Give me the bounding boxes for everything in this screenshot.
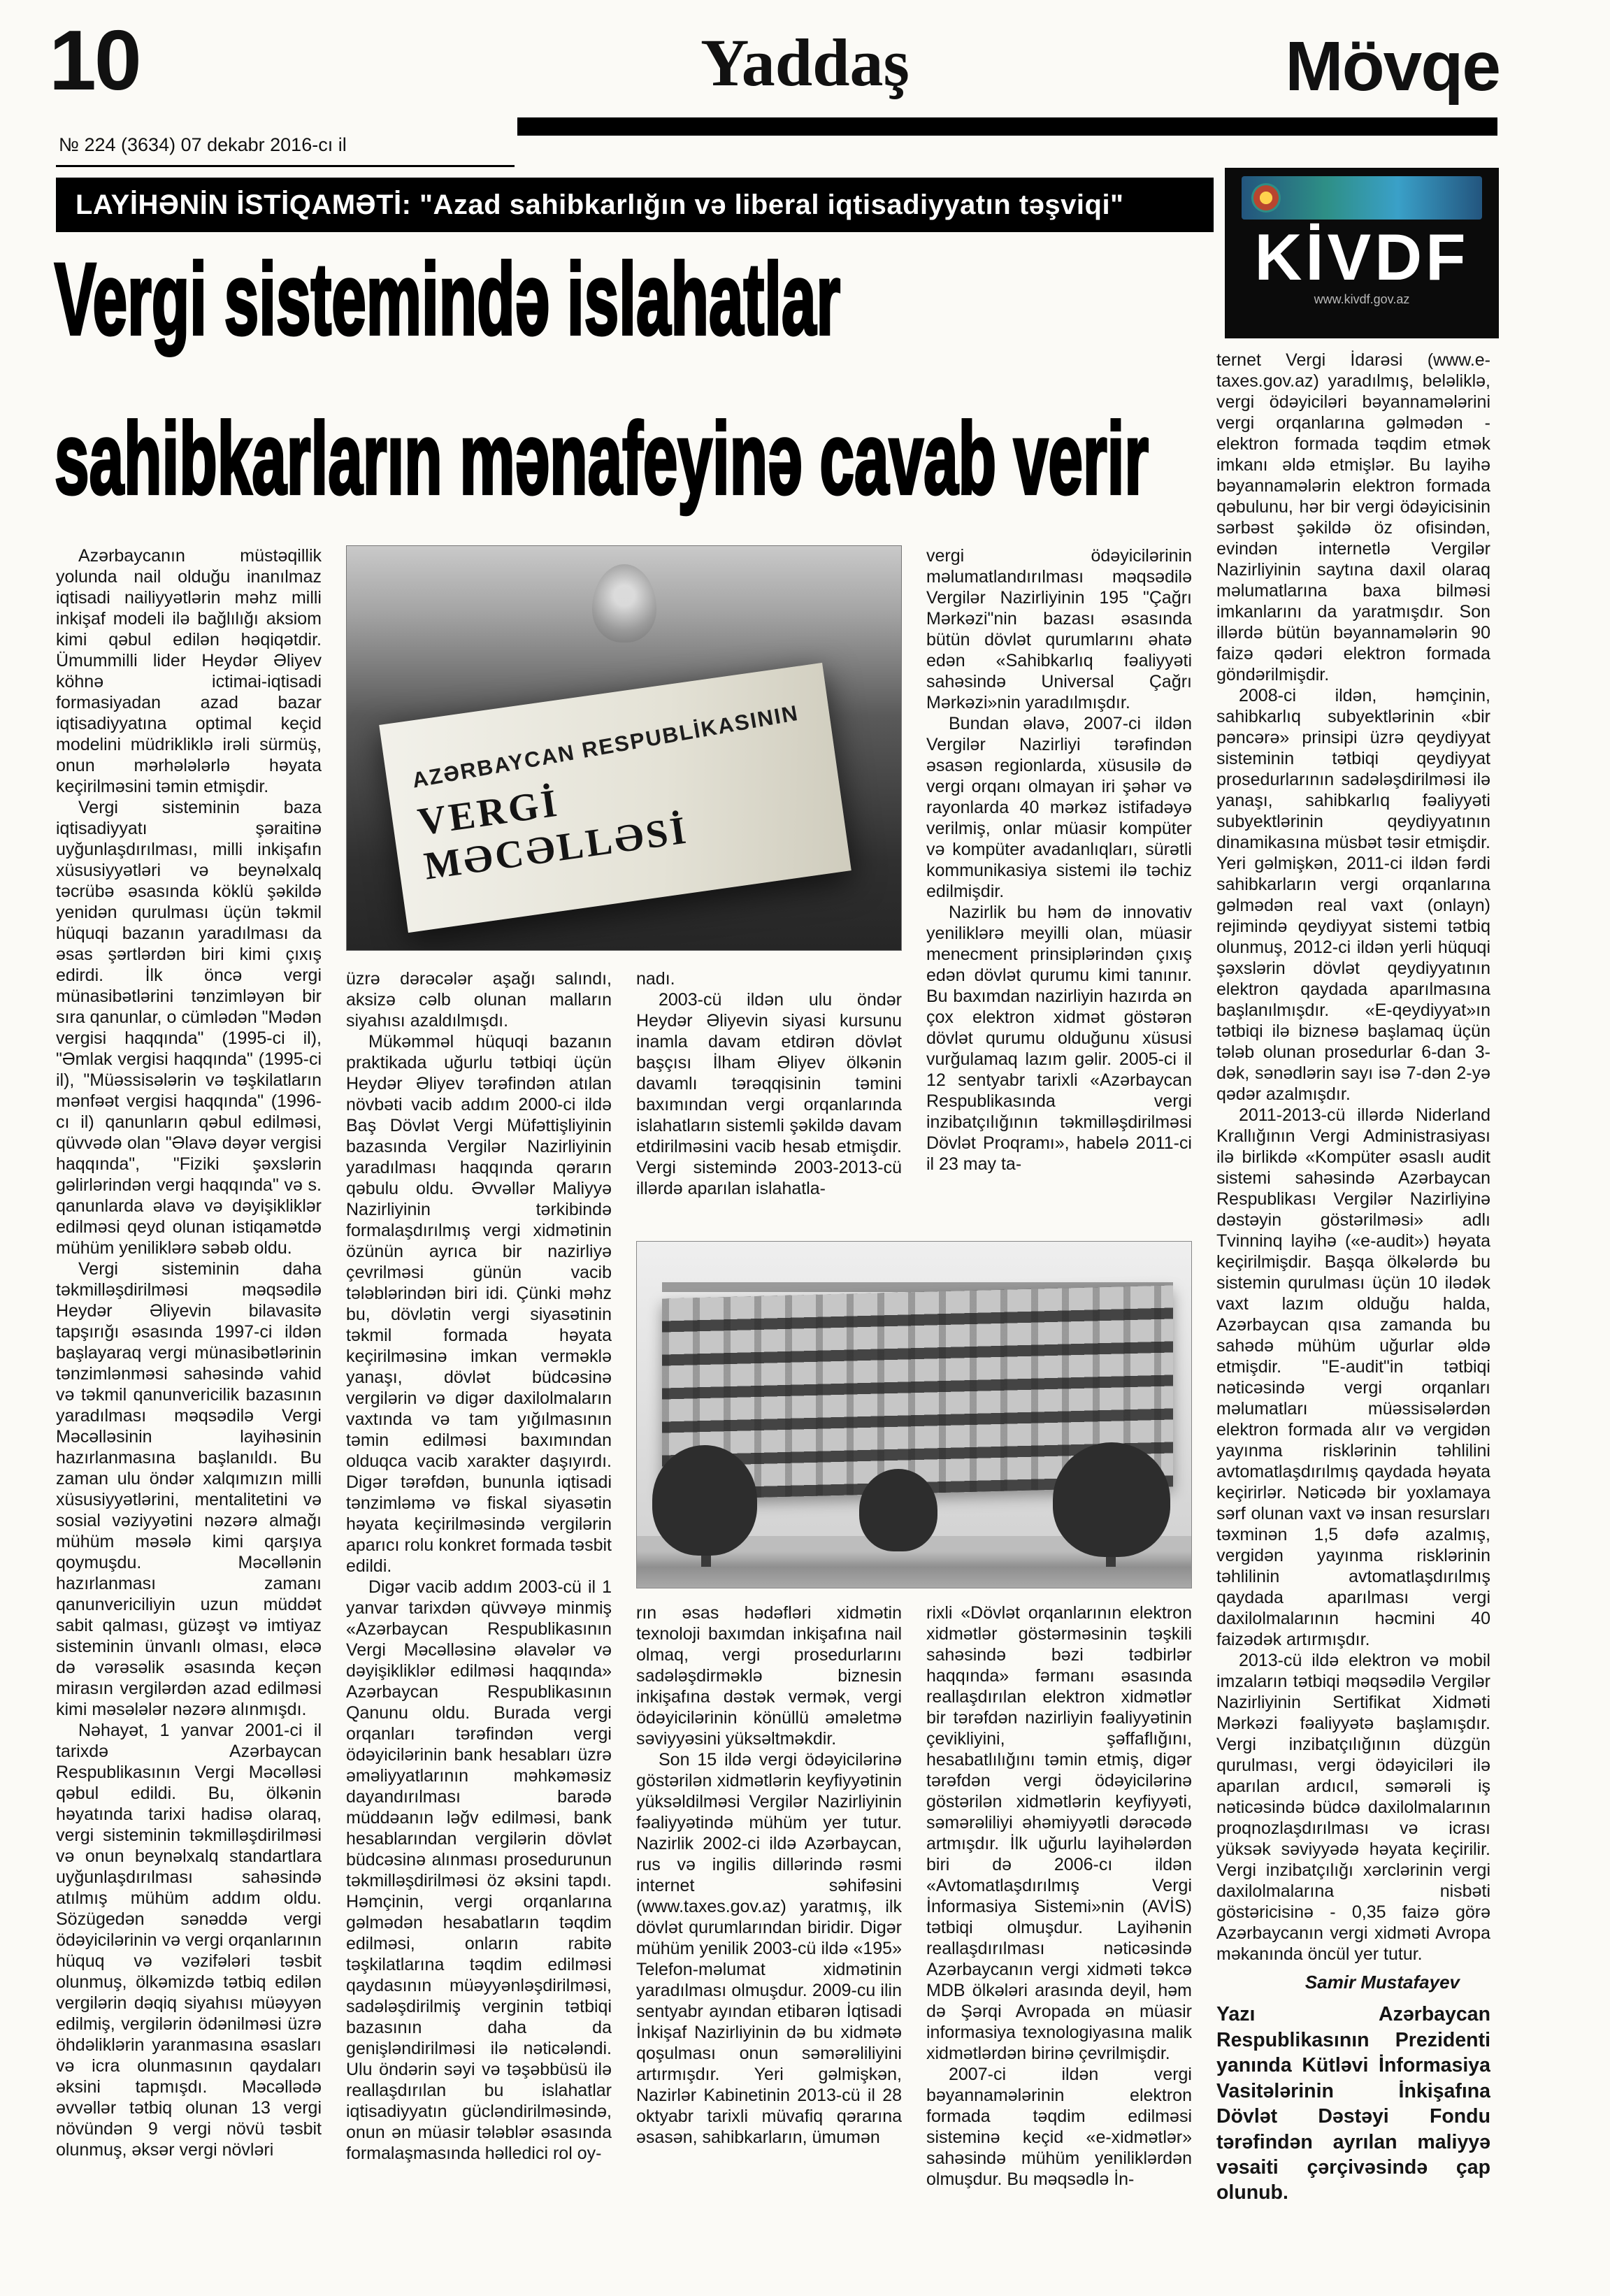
paragraph: Bundan əlavə, 2007-ci ildən Vergilər Nazirliyi tərəfindən əsasən regionlarda, xüsusilə də vergi orqanı olmayan iri şəhər və rayonlarda 40 mərkəz istifadəyə verilmiş, onlar müasir kompüter və kompüter avadanlıqları, sürətli kommunikasiya sistemi ilə təchiz edilmişdir. — [926, 714, 1192, 901]
paragraph: rın əsas hədəfləri xidmətin texnoloji baxımdan inkişafına nail olmaq, vergi prosedurlarını sadələşdirməklə biznesin inkişafına dəstək vermək, vergi ödəyicilərinin könüllü əməletmə səviyyəsini yüksəltməkdir. — [636, 1603, 902, 1749]
masthead-title: Yaddaş — [700, 25, 910, 100]
kivdf-url: www.kivdf.gov.az — [1314, 292, 1410, 306]
headline-line-2: sahibkarların mənafeyinə cavab verir — [55, 401, 1149, 516]
kivdf-logo-box — [1225, 168, 1499, 338]
brand-title: Mövqe — [1285, 27, 1500, 106]
paragraph: ternet Vergi İdarəsi (www.e-taxes.gov.az) yaradılmış, beləliklə, vergi ödəyiciləri bəyannamələrini vergi orqanlarına gəlmədən - elektron formada təqdim etmək imkanı əldə etmişlər. Bu layihə bəyannamələrin elektron formada qəbulunu, hər bir vergi ödəyicisinin sərbəst şəkildə öz ofisindən, evindən internetlə Vergilər Nazirliyinin saytına daxil olaraq məlumatlarına baxa bilməsi imkanlarını da yaratmışdır. Son illərdə bütün bəyannamələrin 90 faizə qədəri elektron formada göndərilmişdir. — [1216, 350, 1490, 684]
paragraph: 2013-cü ildə elektron və mobil imzaların tətbiqi məqsədilə Vergilər Nazirliyinin Sertifikat Xidməti Mərkəzi fəaliyyətə başlamışdır. Vergi inzibatçılığının düzgün qurulması, vergi ödəyiciləri ilə aparılan ardıcıl, səmərəli iş nəticəsində büdcə daxilolmalarının proqnozlaşdırılması və icrası yüksək səviyyədə həyata keçirilir. Vergi inzibatçılığı xərclərinin vergi daxilolmalarına nisbəti göstəricisinə - 0,35 faizə görə Azərbaycanın vergi xidməti Avropa məkanında öncül yer tutur. — [1216, 1651, 1490, 1964]
paragraph: Son 15 ildə vergi ödəyicilərinə göstərilən xidmətlərin keyfiyyətinin yüksəldilməsi Vergilər Nazirliyinin fəaliyyətində mühüm yer tutur. Nazirlik 2002-ci ildə Azərbaycan, rus və ingilis dillərində rəsmi internet səhifəsini (www.taxes.gov.az) yaratmış, ilk dövlət qurumlarından biridir. Digər mühüm yenilik 2003-cü ildə «195» Telefon-məlumat xidmətinin yaradılması olmuşdur. 2009-cu ilin sentyabr ayından etibarən İqtisadi İnkişaf Nazirliyinin də bu xidmətə qoşulması onun səmərəliliyini artırmışdır. Yeri gəlmişkən, Nazirlər Kabinetinin 2013-cü il 28 oktyabr tarixli müvafiq qərarına əsasən, sahibkarların, ümumən — [636, 1750, 902, 2147]
author-byline: Samir Mustafayev — [1304, 1972, 1460, 1993]
tree-icon — [859, 1469, 937, 1551]
paragraph: nadı. — [636, 969, 675, 989]
article-column-2 — [346, 968, 612, 2266]
tax-code-book-photo — [346, 545, 902, 951]
paragraph: Azərbaycanın müstəqillik yolunda nail olduğu inanılmaz iqtisadi nailiyyətlərin məhz milli inkişaf modeli ilə bağlılığı aksiom kimi qəbul edilən həqiqətdir. Ümummilli lider Heydər Əliyev köhnə ictimai-iqtisadi formasiyadan azad bazar iqtisadiyyatına optimal keçid modelini müdrikliklə irəli sürmüş, onun mərhələlərlə həyata keçirilməsini təmin etmişdir. — [56, 546, 322, 796]
issue-line: № 224 (3634) 07 dekabr 2016-cı il — [59, 134, 347, 155]
paragraph: Digər vacib addım 2003-cü il 1 yanvar tarixdən qüvvəyə minmiş «Azərbaycan Respublikasının Vergi Məcəlləsinə əlavələr və dəyişikliklər edilməsi haqqında» Azərbaycan Respublikasının Qanunu oldu. Burada vergi orqanları tərəfindən vergi ödəyicilərinin bank hesabları üzrə əməliyyatlarının məhkəməsiz dayandırılması barədə müddəanın ləğv edilməsi, bank hesablarından vergilərin dövlət büdcəsinə alınması prosedurunun təkmilləşdirilməsi öz əksini tapdı. Həmçinin, vergi orqanlarına gəlmədən hesabatların təqdim edilməsi, onların rabitə təşkilatlarına təqdim edilməsi qaydasının müəyyənləşdirilməsi, sadələşdirilmiş verginin tətbiqi bazasının daha da genişləndirilməsi ilə nəticələndi. Ulu öndərin səyi və təşəbbüsü ilə reallaşdırılan bu islahatlar iqtisadiyyatın gücləndirilməsində, onun ən müasir tələblər əsasında formalaşmasında həlledici rol oy- — [346, 1577, 612, 2163]
article-column-3-bottom — [636, 1602, 902, 2267]
paragraph: rixli «Dövlət orqanlarının elektron xidmətlər göstərməsinin təşkili sahəsində bəzi tədbirlər haqqında» fərmanı əsasında reallaşdırılan elektron xidmətlər bir tərəfdən nazirliyin fəaliyyətinin çevikliyini, şəffaflığını, hesabatlılığını təmin etmiş, digər tərəfdən vergi ödəyicilərinə göstərilən xidmətlərin keyfiyyəti, səmərəliliyi əhəmiyyətli dərəcədə artmışdır. İlk uğurlu layihələrdən biri də 2006-cı ildən «Avtomatlaşdırılmış Vergi İnformasiya Sistemi»nin (AVİS) tətbiqi olmuşdur. Layihənin reallaşdırılması nəticəsində Azərbaycanın vergi xidməti təkcə MDB ölkələri arasında deyil, həm də Şərqi Avropada ən müasir informasiya texnologiyasına malik xidmətlərdən birinə çevrilmişdir. — [926, 1603, 1192, 2063]
paragraph: Nazirlik bu həm də innovativ yeniliklərə meyilli olan, müasir menecment prinsiplərindən çıxış edən dövlət qurumu kimi tanınır. Bu baxımdan nazirliyin hazırda ən çox elektron xidmət göstərən dövlət qurumu olduğunu xüsusi vurğulamaq lazım gəlir. 2005-ci il 12 sentyabr tarixli «Azərbaycan Respublikasında vergi inzibatçılığının təkmilləşdirilməsi Dövlət Proqramı», habelə 2011-ci il 23 may ta- — [926, 903, 1192, 1174]
article-column-3-top — [636, 968, 902, 1233]
paragraph: Vergi sisteminin baza iqtisadiyyatı şəraitinə uyğunlaşdırılması, milli inkişafın xüsusiyyətləri və beynəlxalq təcrübə əsasında köklü şəkildə yenidən qurulması üçün təkmil hüquqi bazanın yaradılması da əsas şərtlərdən biri kimi çıxış edirdi. İlk öncə vergi münasibətlərini tənzimləyən bir sıra qanunlar, o cümlədən "Mədən vergisi haqqında" (1995-ci il), "Əmlak vergisi haqqında" (1995-ci il), "Müəssisələrin və təşkilatların mənfəət vergisi haqqında" (1996-cı il) qanunların qəbul edilməsi, qüvvədə olan "Əlavə dəyər vergisi haqqında", "Fiziki şəxslərin gəlirlərindən vergi haqqında" və s. qanunlarda əlavə və dəyişikliklər edilməsi qeyd olunan istiqamətdə mühüm yeniliklərə səbəb oldu. — [56, 798, 322, 1258]
article-column-4-top — [926, 545, 1192, 1232]
article-column-1 — [56, 545, 322, 2267]
paragraph: 2003-cü ildən ulu öndər Heydər Əliyevin siyasi kursunu inamla davam etdirən dövlət başçısı İlham Əliyev ölkənin davamlı tərəqqisinin təmini baxımından vergi orqanlarında islahatların sistemli şəkildə davam etdirilməsini vacib hesab etmişdir. Vergi sistemində 2003-2013-cü illərdə aparılan islahatla- — [636, 990, 902, 1198]
article-column-4-bottom — [926, 1602, 1192, 2267]
paragraph: üzrə dərəcələr aşağı salındı, aksizə cəlb olunan malların siyahısı azaldılmışdı. — [346, 969, 612, 1031]
ministry-building-photo — [636, 1241, 1192, 1588]
header-divider-bar — [517, 117, 1497, 136]
book-title-top: AZƏRBAYCAN RESPUBLİKASININ — [410, 700, 801, 793]
page-number: 10 — [49, 13, 140, 108]
headline-line-1: Vergi sistemində islahatlar — [55, 242, 841, 357]
article-column-5 — [1216, 350, 1490, 2267]
state-emblem-icon — [592, 564, 656, 643]
tree-icon — [652, 1445, 757, 1556]
paragraph: Nəhayət, 1 yanvar 2001-ci il tarixdə Azərbaycan Respublikasının Vergi Məcəlləsi qəbul edildi. Bu, ölkənin həyatında tarixi hadisə olaraq, vergi sisteminin təkmilləşdirilməsi və onun beynəlxalq standartlara uyğunlaşdırılması sahəsində atılmış mühüm addım oldu. Sözügedən sənəddə vergi ödəyicilərinin və vergi orqanlarının hüquq və vəzifələri təsbit olunmuş, ölkəmizdə tətbiq edilən vergilərin dəqiq siyahısı müəyyən edilmiş, vergilərin ödənilməsi üzrə öhdəliklərin yaranmasına əsasları və icra olunmasının qaydaları əksini tapmışdı. Məcəllədə əvvəllər tətbiq olunan 13 vergi növündən 9 vergi növü təsbit olunmuş, əksər vergi növləri — [56, 1721, 322, 2160]
paragraph: 2007-ci ildən vergi bəyannamələrinin elektron formada təqdim edilməsi sisteminə keçid «e-xidmətlər» sahəsində mühüm yeniliklərdən olmuşdur. Bu məqsədlə İn- — [926, 2065, 1192, 2189]
paragraph: Mükəmməl hüquqi bazanın praktikada uğurlu tətbiqi üçün Heydər Əliyev tərəfindən atılan növbəti vacib addım 2000-ci ildə Baş Dövlət Vergi Müfəttişliyinin bazasında Vergilər Nazirliyinin yaradılması haqqında qərarın qəbulu oldu. Əvvəllər Maliyyə Nazirliyinin tərkibində formalaşdırılmış vergi xidmətinin özünün ayrıca bir nazirliyə çevrilməsi günün vacib tələblərindən biri idi. Çünki məhz bu, dövlətin vergi siyasətinin təkmil formada həyata keçirilməsinə imkan verməklə yanaşı, dövlət büdcəsinə vergilərin və digər daxilolmaların vaxtında və tam yığılmasının təmin edilməsi baxımından olduqca vacib xarakter daşıyırdı. Digər tərəfdən, bununla iqtisadi tənzimləmə və fiskal siyasətin həyata keçirilməsində vergilərin aparıcı rolu konkret formada təsbit edildi. — [346, 1032, 612, 1576]
tax-code-book — [379, 663, 851, 933]
paragraph: 2008-ci ildən, həmçinin, sahibkarlıq subyektlərinin «bir pəncərə» prinsipi üzrə qeydiyyat sisteminin tətbiqi qeydiyyat prosedurlarının sadələşdirilməsi ilə yanaşı, sahibkarlıq fəaliyyəti subyektlərinin qeydiyyatının dinamikasına müsbət təsir etmişdir. Yeri gəlmişkən, 2011-ci ildən fərdi sahibkarların vergi orqanlarına gəlmədən real vaxt (onlayn) rejimində qeydiyyat sistemi tətbiq olunmuş, 2012-ci ildən yerli hüquqi şəxslərin dövlət qeydiyyatının elektron qaydada aparılmasına başlanılmışdır. «E-qeydiyyat»ın tətbiqi ilə biznesə başlamaq üçün tələb olunan prosedurlar 6-dan 3-dək, sənədlərin sayı isə 7-dən 2-yə qədər azalmışdır. — [1216, 686, 1490, 1104]
project-banner-text: LAYİHƏNİN İSTİQAMƏTİ: "Azad sahibkarlığın və liberal iqtisadiyyatın təşviqi" — [76, 189, 1124, 220]
column-5-paragraphs — [1216, 350, 1490, 1965]
paragraph: Vergi sisteminin daha təkmilləşdirilməsi məqsədilə Heydər Əliyevin bilavasitə tapşırığı əsasında 1997-ci ildən başlayaraq vergi münasibətlərinin tənzimlənməsi sahəsində vahid və təkmil qanunvericilik bazasının yaradılması məqsədilə Vergi Məcəlləsinin layihəsinin hazırlanmasına başlanıldı. Bu zaman ulu öndər xalqımızın milli xüsusiyyətlərini, mentalitetini və sosial vəziyyətini nəzərə almağı mühüm məsələ kimi qarşıya qoymuşdu. Məcəllənin hazırlanması zamanı qanunvericiliyin uzun müddət sabit qalması, güzəşt və imtiyaz sisteminin ünvanlı olması, eləcə də vərəsəlik əsasında keçən mirasın vergilərdən azad edilməsi kimi məsələlər nəzərə alınmışdı. — [56, 1259, 322, 1719]
funding-note: Yazı Azərbaycan Respublikasının Prezidenti yanında Kütləvi İnformasiya Vasitələrinin İnkişafına Dövlət Dəstəyi Fondu tərəfindən ayrılan maliyyə vəsaiti çərçivəsində çap olunub. — [1216, 2003, 1490, 2204]
kivdf-title: KİVDF — [1254, 220, 1469, 294]
paragraph: vergi ödəyicilərinin məlumatlandırılması məqsədilə Vergilər Nazirliyinin 195 "Çağrı Mərkəzi"nin bazası əsasında bütün dövlət qurumlarını əhatə edən «Sahibkarlıq fəaliyyəti sahəsində Universal Çağrı Mərkəzi»nin yaradılmışdır. — [926, 546, 1192, 712]
paragraph: 2011-2013-cü illərdə Niderland Krallığının Vergi Administrasiyası ilə birlikdə «Kompüter əsaslı audit sistemi sahəsində Azərbaycan Respublikası Vergilər Nazirliyinə dəstəyin göstərilməsi» adlı Tvinninq layihə («e-audit») həyata keçirilmişdir. Başqa ölkələrdə bu sistemin qurulması üçün 10 ilədək vaxt lazım olduğu halda, Azərbaycan qısa zamanda bu sahədə mühüm uğurlar əldə etmişdir. "E-audit"in tətbiqi nəticəsində vergi orqanları məlumatları müəssisələrdən elektron formada alır və vergidən yayınma risklərinin təhlilini avtomatlaşdırılmış qaydada həyata keçirirlər. Nəticədə bir yoxlamaya sərf olunan vaxt və insan resursları təxminən 1,5 dəfə azalmış, vergidən yayınma risklərinin təhlilinin avtomatlaşdırılmış qaydada aparılması vergi daxilolmalarının həcmini 40 faizədək artırmışdır. — [1216, 1105, 1490, 1649]
book-title-main: VERGİ MƏCƏLLƏSİ — [415, 781, 691, 889]
issue-underline — [56, 165, 515, 167]
project-banner — [56, 178, 1214, 232]
tree-icon — [1053, 1442, 1170, 1557]
kivdf-emblem-icon — [1242, 176, 1482, 220]
